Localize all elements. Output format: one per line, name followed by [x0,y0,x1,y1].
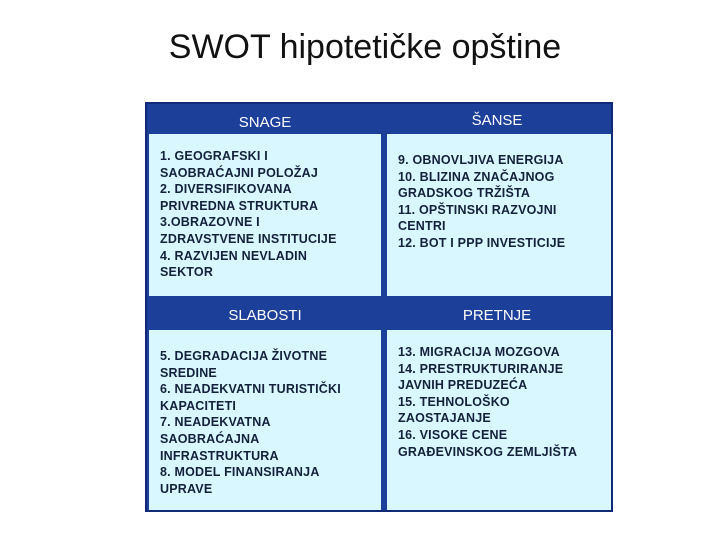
opportunities-line: 11. OPŠTINSKI RAZVOJNI [398,202,557,217]
strengths-line: PRIVREDNA STRUKTURA [160,198,319,213]
weaknesses-cell [149,330,381,510]
threats-cell [387,330,611,510]
weaknesses-header: SLABOSTI [228,307,302,324]
opportunities-cell [387,134,611,296]
swot-matrix [145,102,613,512]
strengths-line: 3.OBRAZOVNE I [160,215,260,230]
threats-line: ZAOSTAJANJE [398,411,491,426]
page-title: SWOT hipotetičke opštine [168,28,562,66]
strengths-line: ZDRAVSTVENE INSTITUCIJE [160,231,337,246]
weaknesses-line: 7. NEADEKVATNA [160,415,271,430]
threats-line: GRAĐEVINSKOG ZEMLJIŠTA [398,444,578,459]
threats-line: 13. MIGRACIJA MOZGOVA [398,345,560,359]
strengths-header: SNAGE [238,114,292,131]
strengths-line: 1. GEOGRAFSKI I [160,149,268,163]
threats-line: 15. TEHNOLOŠKO [398,394,510,409]
threats-header: PRETNJE [462,307,532,324]
strengths-line: SAOBRAĆAJNI POLOŽAJ [160,165,318,180]
threats-line: JAVNIH PREDUZEĆA [398,378,528,393]
weaknesses-line: SREDINE [160,365,217,380]
weaknesses-line: SAOBRAĆAJNA [160,431,260,446]
strengths-line: 4. RAZVIJEN NEVLADIN [160,248,308,263]
weaknesses-line: 8. MODEL FINANSIRANJA [160,465,320,480]
strengths-cell [149,134,381,296]
weaknesses-line: UPRAVE [160,481,213,496]
weaknesses-line: 5. DEGRADACIJA ŽIVOTNE [160,349,328,363]
threats-line: 16. VISOKE CENE [398,427,508,442]
opportunities-line: CENTRI [398,219,446,234]
opportunities-line: 10. BLIZINA ZNAČAJNOG [398,169,555,184]
opportunities-line: GRADSKOG TRŽIŠTA [398,186,531,201]
strengths-line: 2. DIVERSIFIKOVANA [160,182,292,197]
opportunities-line: 9. OBNOVLJIVA ENERGIJA [398,153,564,167]
opportunities-header: ŠANSE [471,112,523,129]
weaknesses-line: INFRASTRUKTURA [160,448,279,463]
strengths-line: SEKTOR [160,265,214,280]
opportunities-line: 12. BOT I PPP INVESTICIJE [398,235,566,250]
weaknesses-line: 6. NEADEKVATNI TURISTIČKI [160,382,341,397]
threats-line: 14. PRESTRUKTURIRANJE [398,361,564,376]
weaknesses-line: KAPACITETI [160,398,237,413]
